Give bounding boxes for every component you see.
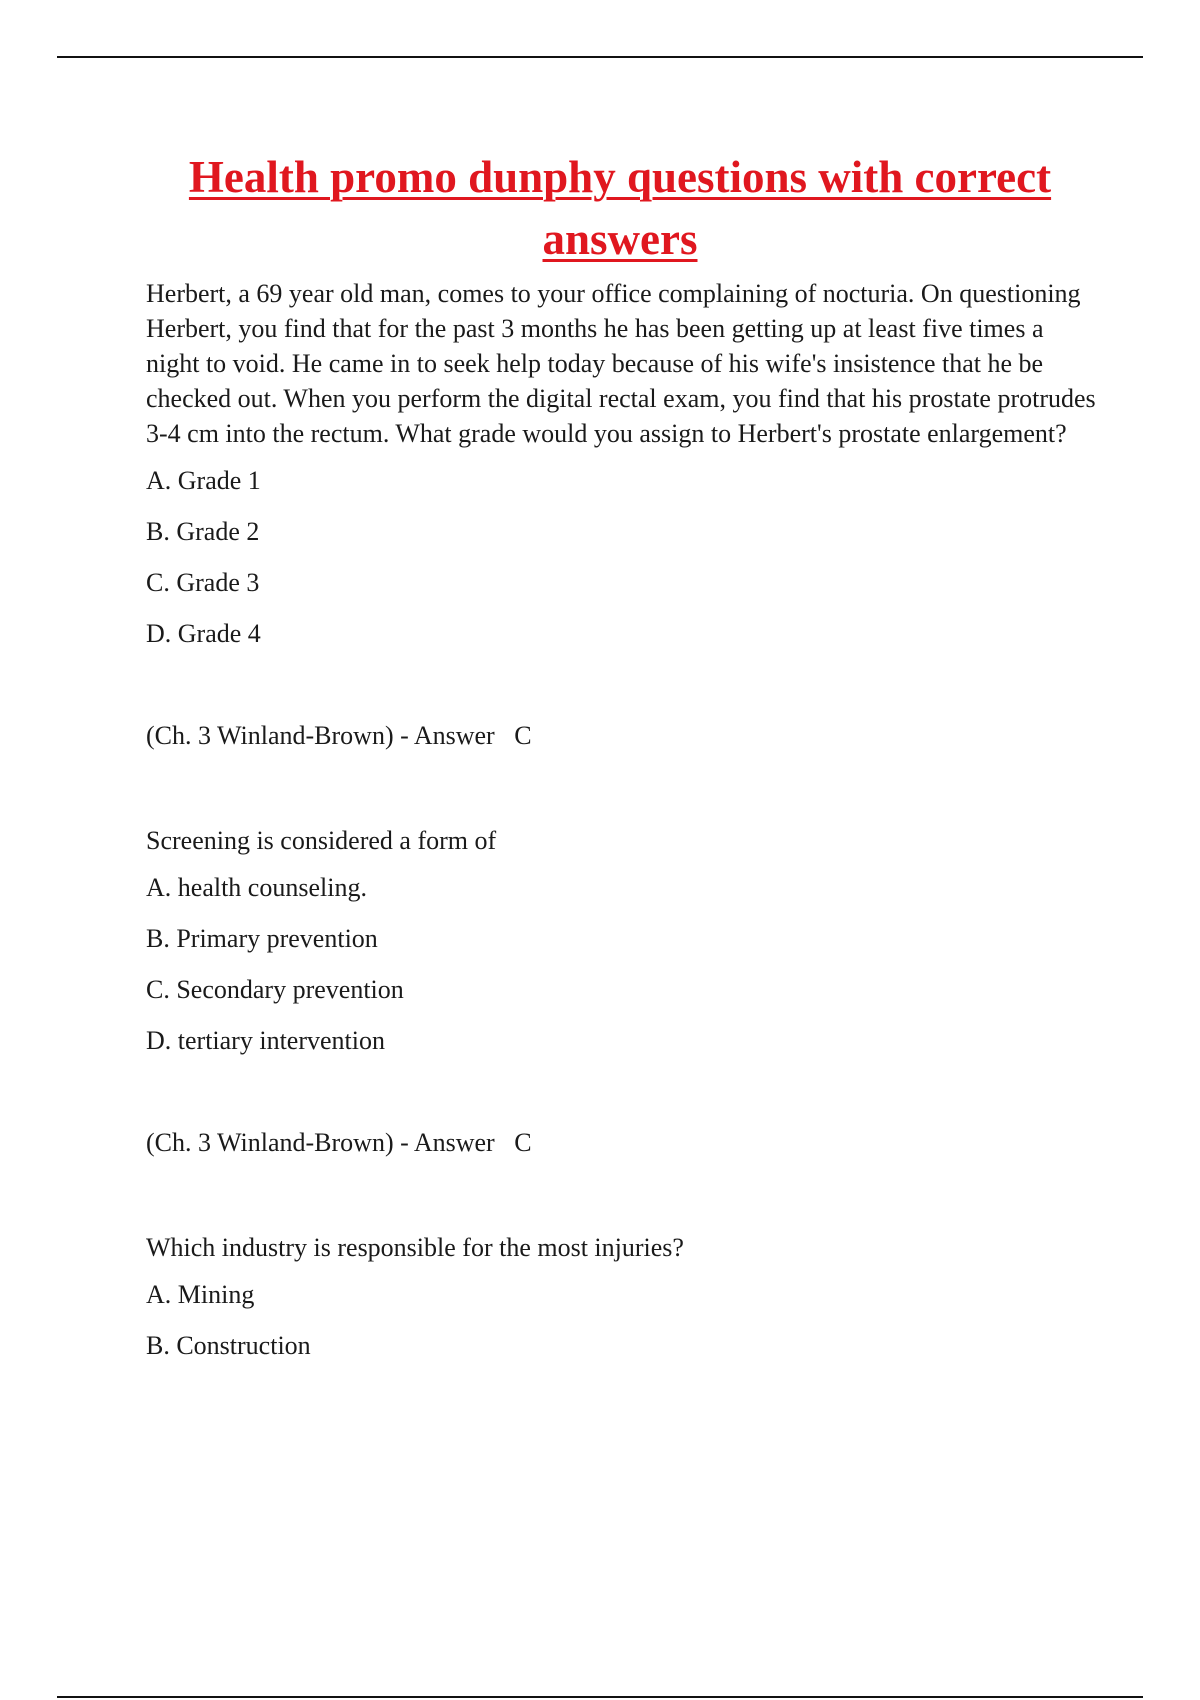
header-rule	[57, 56, 1143, 58]
option-item: D. Grade 4	[146, 619, 261, 648]
document-title: Health promo dunphy questions with correct answers	[188, 152, 1052, 264]
question-block	[146, 276, 1096, 751]
question-text: Herbert, a 69 year old man, comes to your office complaining of nocturia. On questioning Herbert, you find that for the past 3 months he has been getting up at least five times a night to void. He came in to seek help today because of his wife's insistence that he be checked out. When you perform the digital rectal exam, you find that his prostate protrudes 3-4 cm into the rectum. What grade would you assign to Herbert's prostate enlargement?	[146, 279, 1096, 448]
footer-rule	[57, 1696, 1143, 1698]
answer-options	[146, 1280, 1096, 1361]
question-text: Screening is considered a form of	[146, 826, 497, 855]
answer-line: (Ch. 3 Winland-Brown) - Answer C	[146, 721, 532, 750]
question-text: Which industry is responsible for the most injuries?	[146, 1233, 684, 1262]
option-item: B. Primary prevention	[146, 924, 378, 953]
document-body	[146, 276, 1096, 1361]
option-item: B. Construction	[146, 1331, 311, 1360]
option-item: A. Grade 1	[146, 466, 261, 495]
answer-options	[146, 873, 1096, 1056]
option-item: A. health counseling.	[146, 873, 367, 902]
option-item: D. tertiary intervention	[146, 1026, 385, 1055]
question-block	[146, 1230, 1096, 1361]
question-block	[146, 823, 1096, 1158]
option-item: C. Secondary prevention	[146, 975, 404, 1004]
option-item: A. Mining	[146, 1280, 255, 1309]
answer-options	[146, 466, 1096, 649]
option-item: C. Grade 3	[146, 568, 260, 597]
answer-line: (Ch. 3 Winland-Brown) - Answer C	[146, 1128, 532, 1157]
option-item: B. Grade 2	[146, 517, 260, 546]
